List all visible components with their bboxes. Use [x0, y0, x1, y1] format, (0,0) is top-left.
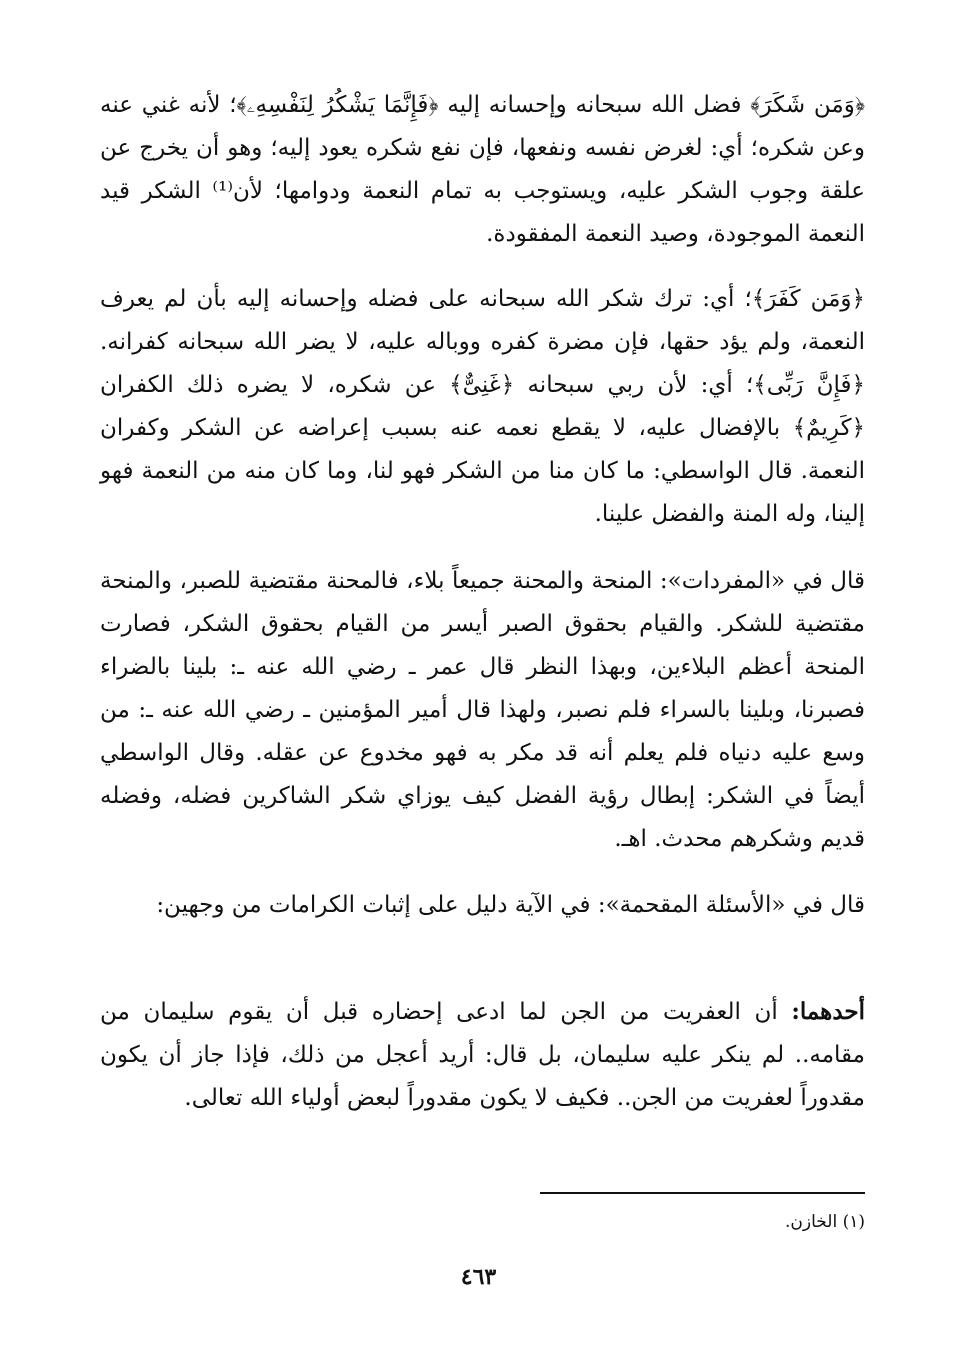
page-number: ٤٦٣	[460, 1264, 497, 1290]
paragraph-5-lead: أحدهما:	[791, 998, 865, 1025]
paragraph-3-text: قال في «المفردات»: المنحة والمحنة جميعاً بلاء، فالمحنة مقتضية للصبر، والمنحة مقتضية للشكر. والقيام بحقوق الصبر أيسر من القيام بحقوق الشكر، فصارت المنحة أعظم البلاءين، وبهذا النظر قال عمر ـ رضي الله عنه ـ: بلينا بالضراء فصبرنا، وبلينا بالسراء فلم نصبر، ولهذا قال أمير المؤمنين ـ رضي الله عنه ـ: من وسع عليه دنياه فلم يعلم أنه قد مكر به فهو مخدوع عن عقله. وقال الواسطي أيضاً في الشكر: إبطال رؤية الفضل كيف يوزاي شكر الشاكرين فضله، وفضله قديم وشكرهم محدث. اهـ.	[100, 568, 865, 852]
paragraph-3	[100, 560, 865, 861]
footnote-text: (١) الخازن.	[785, 1212, 865, 1232]
paragraph-2	[100, 278, 865, 536]
paragraph-4-text: قال في «الأسئلة المقحمة»: في الآية دليل على إثبات الكرامات من وجهين:	[156, 892, 865, 918]
paragraph-2-text: ﴿وَمَن كَفَرَ﴾؛ أي: ترك شكر الله سبحانه على فضله وإحسانه إليه بأن لم يعرف النعمة، ولم يؤد حقها، فإن مضرة كفره ووباله عليه، لا يضر الله سبحانه كفرانه. ﴿فَإِنَّ رَبِّى﴾؛ أي: لأن ربي سبحانه ﴿غَنِىٌّ﴾ عن شكره، لا يضره ذلك الكفران ﴿كَرِيمٌ﴾ بالإفضال عليه، لا يقطع نعمه عنه بسبب إعراضه عن الشكر وكفران النعمة. قال الواسطي: ما كان منا من الشكر فهو لنا، وما كان منه من النعمة فهو إلينا، وله المنة والفضل علينا.	[100, 286, 865, 527]
paragraph-4	[100, 884, 865, 927]
footnote	[540, 1208, 865, 1236]
footnote-divider	[540, 1192, 865, 1194]
paragraph-1-text: ﴿وَمَن شَكَرَ﴾ فضل الله سبحانه وإحسانه إليه ﴿فَإِنَّمَا يَشْكُرُ لِنَفْسِهِۦ﴾؛ لأنه غني عنه وعن شكره؛ أي: لغرض نفسه ونفعها، فإن نفع شكره يعود إليه؛ وهو أن يخرج عن علقة وجوب الشكر عليه، ويستوجب به تمام النعمة ودوامها؛ لأن⁽¹⁾ الشكر قيد النعمة الموجودة، وصيد النعمة المفقودة.	[100, 92, 866, 247]
paragraph-5	[100, 990, 865, 1120]
paragraph-5-body	[100, 990, 865, 1120]
paragraph-5-text: أن العفريت من الجن لما ادعى إحضاره قبل أن يقوم سليمان من مقامه.. لم ينكر عليه سليمان، بل قال: أريد أعجل من ذلك، فإذا جاز أن يكون مقدوراً لعفريت من الجن.. فكيف لا يكون مقدوراً لبعض أولياء الله تعالى.	[100, 999, 865, 1111]
paragraph-1	[100, 84, 865, 256]
